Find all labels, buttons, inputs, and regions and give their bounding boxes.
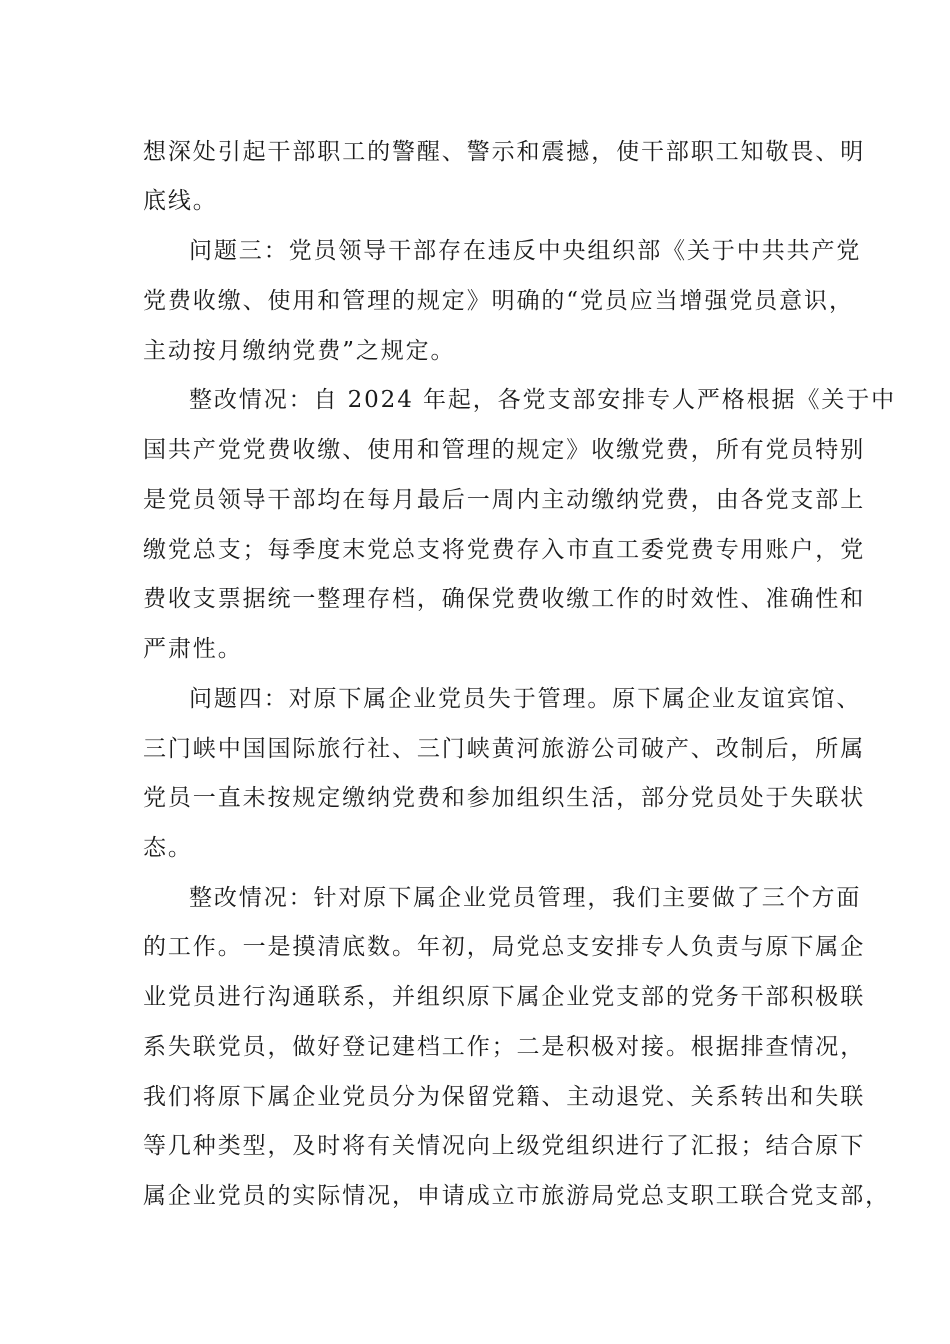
text-line: 业党员进行沟通联系，并组织原下属企业党支部的党务干部积极联 bbox=[143, 984, 866, 1010]
paragraph-problem-four: 问题四：对原下属企业党员失于管理。原下属企业友谊宾馆、 bbox=[189, 686, 862, 712]
text-line: 想深处引起干部职工的警醒、警示和震撼，使干部职工知敬畏、明 bbox=[143, 139, 866, 165]
text-line: 我们将原下属企业党员分为保留党籍、主动退党、关系转出和失联 bbox=[143, 1084, 866, 1110]
text-line: 严肃性。 bbox=[143, 636, 243, 662]
text-line: 底线。 bbox=[143, 188, 218, 214]
text-line: 的工作。一是摸清底数。年初，局党总支安排专人负责与原下属企 bbox=[143, 934, 866, 960]
text-line: 态。 bbox=[143, 835, 193, 861]
text-line: 国共产党党费收缴、使用和管理的规定》收缴党费，所有党员特别 bbox=[143, 437, 866, 463]
text-line: 属企业党员的实际情况，申请成立市旅游局党总支职工联合党支部， bbox=[143, 1183, 890, 1209]
paragraph-rectification-three: 整改情况：自 2024 年起，各党支部安排专人严格根据《关于中 bbox=[189, 387, 897, 413]
paragraph-problem-three: 问题三：党员领导干部存在违反中央组织部《关于中共共产党 bbox=[189, 238, 862, 264]
text-line: 主动按月缴纳党费”之规定。 bbox=[143, 338, 456, 364]
text-line: 三门峡中国国际旅行社、三门峡黄河旅游公司破产、改制后，所属 bbox=[143, 736, 866, 762]
text-line: 是党员领导干部均在每月最后一周内主动缴纳党费，由各党支部上 bbox=[143, 487, 866, 513]
text-line: 党费收缴、使用和管理的规定》明确的“党员应当增强党员意识， bbox=[143, 288, 854, 314]
text-line: 党员一直未按规定缴纳党费和参加组织生活，部分党员处于失联状 bbox=[143, 785, 866, 811]
text-line: 费收支票据统一整理存档，确保党费收缴工作的时效性、准确性和 bbox=[143, 586, 866, 612]
paragraph-rectification-four: 整改情况：针对原下属企业党员管理，我们主要做了三个方面 bbox=[189, 885, 862, 911]
text-line: 缴党总支；每季度末党总支将党费存入市直工委党费专用账户，党 bbox=[143, 537, 866, 563]
text-line: 系失联党员，做好登记建档工作；二是积极对接。根据排查情况， bbox=[143, 1034, 866, 1060]
text-line: 等几种类型，及时将有关情况向上级党组织进行了汇报；结合原下 bbox=[143, 1133, 866, 1159]
